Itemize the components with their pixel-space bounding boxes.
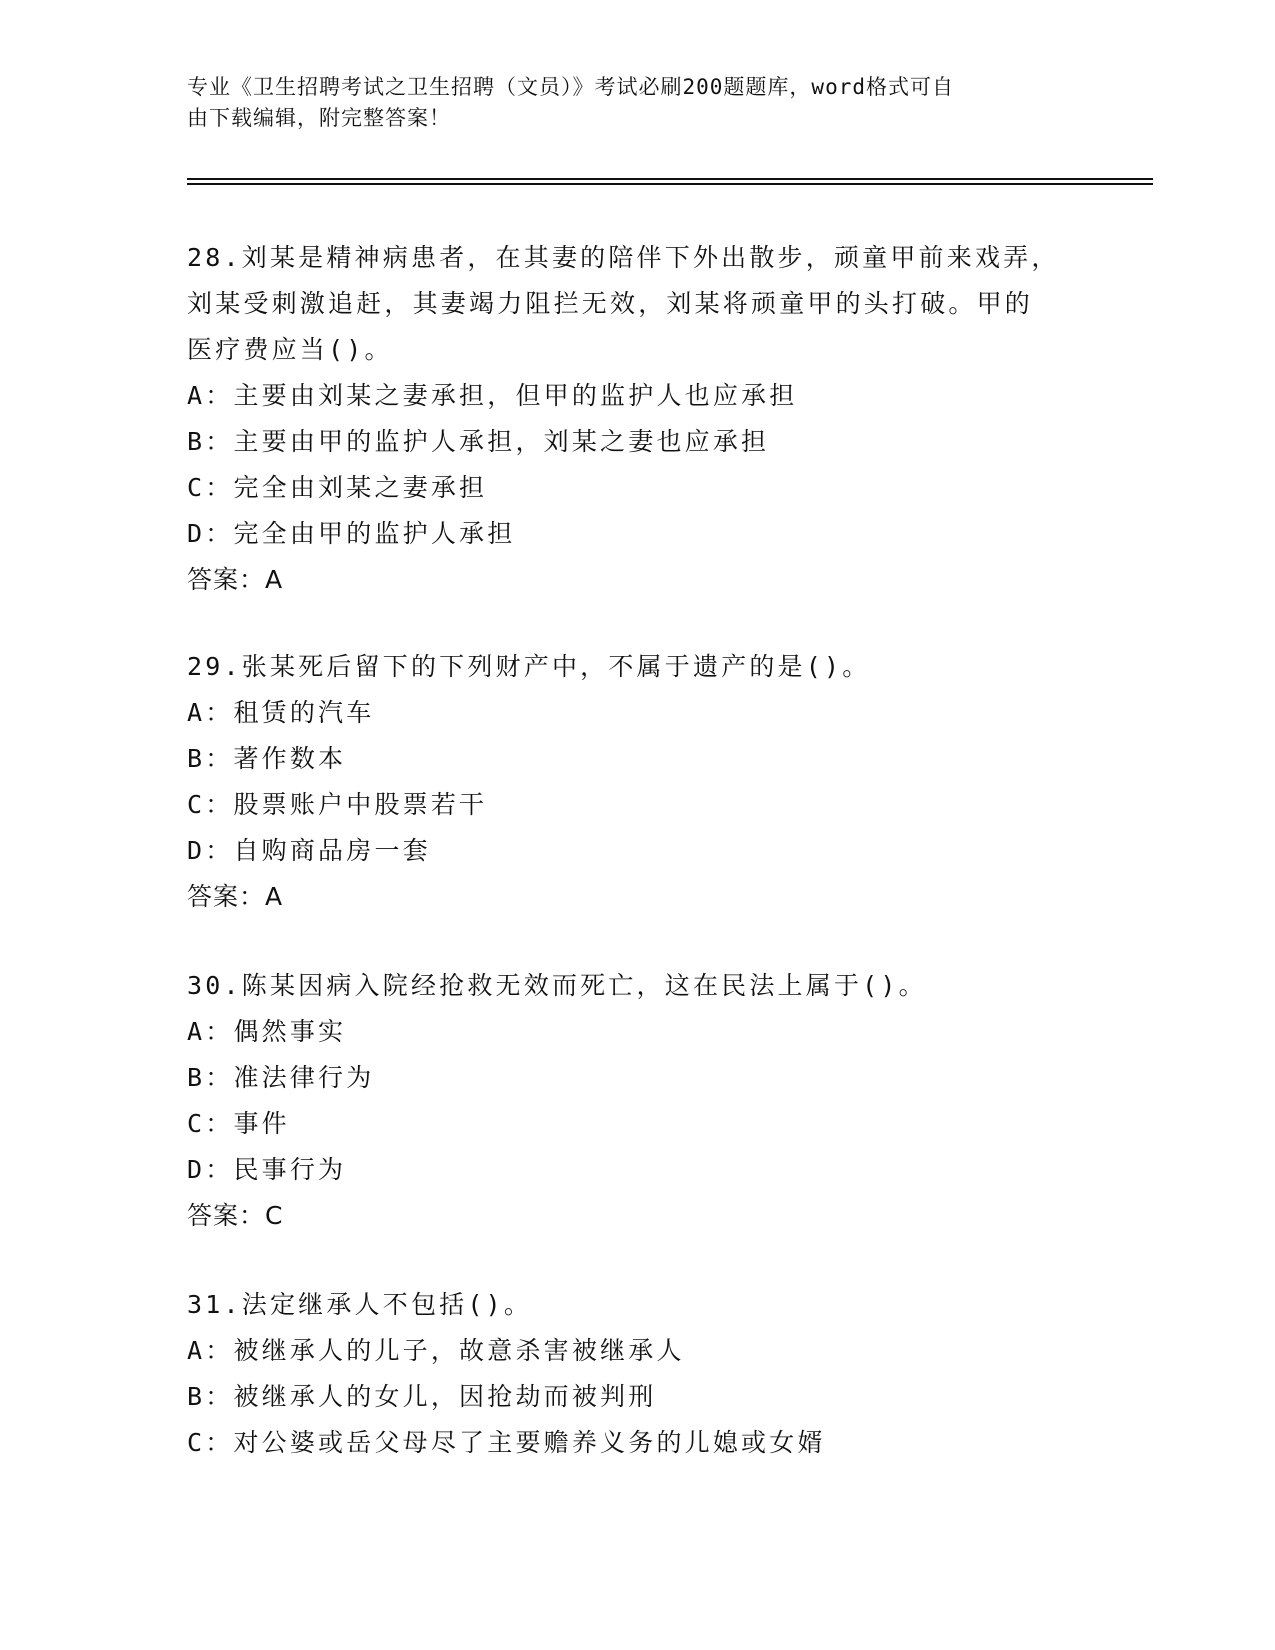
header-divider-bottom: [187, 183, 1153, 185]
question-stem-line: 29.张某死后留下的下列财产中，不属于遗产的是()。: [187, 652, 871, 681]
option-c: C：股票账户中股票若干: [187, 790, 488, 819]
option-b: B：主要由甲的监护人承担，刘某之妻也应承担: [187, 427, 770, 456]
question-stem-line: 30.陈某因病入院经抢救无效而死亡，这在民法上属于()。: [187, 971, 927, 1000]
option-b: B：著作数本: [187, 744, 347, 773]
header-line-1: 专业《卫生招聘考试之卫生招聘（文员）》考试必刷200题题库，word格式可自: [187, 75, 954, 99]
document-header: [187, 72, 1067, 134]
option-c: C：完全由刘某之妻承担: [187, 473, 488, 502]
question-28: [187, 235, 1087, 603]
answer-key: 答案：A: [187, 882, 284, 911]
option-a: A：被继承人的儿子，故意杀害被继承人: [187, 1336, 685, 1365]
question-31: [187, 1282, 1087, 1466]
header-line-2: 由下载编辑，附完整答案！: [187, 106, 451, 130]
option-a: A：主要由刘某之妻承担，但甲的监护人也应承担: [187, 381, 798, 410]
option-a: A：偶然事实: [187, 1017, 347, 1046]
option-c: C：事件: [187, 1109, 290, 1138]
option-b: B：准法律行为: [187, 1063, 375, 1092]
question-stem-line: 刘某受刺激追赶，其妻竭力阻拦无效，刘某将顽童甲的头打破。甲的: [187, 289, 1034, 318]
answer-key: 答案：C: [187, 1201, 284, 1230]
question-stem-line: 医疗费应当()。: [187, 335, 393, 364]
question-29: [187, 644, 1087, 920]
answer-key: 答案：A: [187, 565, 284, 594]
option-c: C：对公婆或岳父母尽了主要赡养义务的儿媳或女婿: [187, 1428, 826, 1457]
question-30: [187, 963, 1087, 1239]
option-d: D：民事行为: [187, 1155, 347, 1184]
option-d: D：完全由甲的监护人承担: [187, 519, 516, 548]
option-d: D：自购商品房一套: [187, 836, 431, 865]
question-stem-line: 31.法定继承人不包括()。: [187, 1290, 533, 1319]
question-stem-line: 28.刘某是精神病患者，在其妻的陪伴下外出散步，顽童甲前来戏弄，: [187, 243, 1060, 272]
header-divider-top: [187, 178, 1153, 180]
option-a: A：租赁的汽车: [187, 698, 375, 727]
option-b: B：被继承人的女儿，因抢劫而被判刑: [187, 1382, 657, 1411]
